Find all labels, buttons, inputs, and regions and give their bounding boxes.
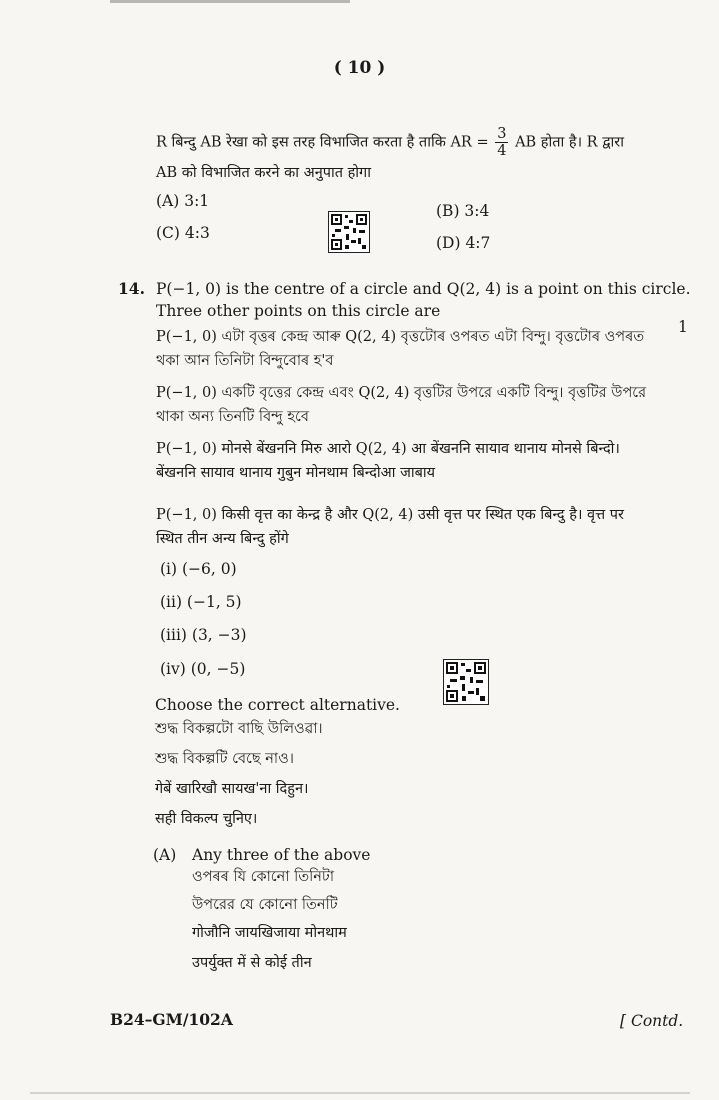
q14-bengali-line-1: P(−1, 0) একটি বৃত্তের কেন্দ্র এবং Q(2, 4) বৃত্তটির উপরে একটি বিন্দু। বৃত্তটির উপরে bbox=[156, 385, 647, 401]
option-a-hindi: उपर्युक्त में से कोई तीन bbox=[192, 955, 312, 971]
choose-assamese: শুদ্ধ বিকল্পটো বাছি উলিওৱা। bbox=[155, 721, 323, 737]
q14-number: 14. bbox=[118, 279, 145, 298]
q13-option-d: (D) 4:7 bbox=[436, 234, 491, 252]
q13-option-b: (B) 3:4 bbox=[436, 202, 490, 220]
q14-marks: 1 bbox=[678, 318, 688, 336]
option-a-bengali: উপরের যে কোনো তিনটি bbox=[192, 897, 338, 913]
q14-bodo-line-1: P(−1, 0) मोनसे बेंखननि मिरु आरो Q(2, 4) आ बेंखननि सायाव थानाय मोनसे बिन्दो। bbox=[156, 441, 620, 457]
qr-code-icon bbox=[443, 659, 489, 705]
point-iii: (iii) (3, −3) bbox=[160, 626, 247, 644]
top-edge-line bbox=[110, 0, 350, 3]
q14-assamese-line-1: P(−1, 0) এটা বৃত্তৰ কেন্দ্ৰ আৰু Q(2, 4) বৃত্তটোৰ ওপৰত এটা বিন্দু। বৃত্তটোৰ ওপৰত bbox=[156, 329, 645, 345]
fraction-three-quarters bbox=[495, 126, 508, 159]
q14-english-line-2: Three other points on this circle are bbox=[156, 302, 441, 320]
q14-english-line-1: P(−1, 0) is the centre of a circle and Q(2, 4) is a point on this circle. bbox=[156, 280, 691, 298]
q13-line-1-part-b: AB होता है। R द्वारा bbox=[515, 134, 624, 151]
option-a-english: Any three of the above bbox=[192, 846, 371, 864]
fraction-numerator: 3 bbox=[497, 126, 507, 142]
continued-note: [ Contd. bbox=[620, 1012, 684, 1030]
q14-bengali-line-2: থাকা অন্য তিনটি বিন্দু হবে bbox=[156, 409, 309, 425]
point-i: (i) (−6, 0) bbox=[160, 560, 237, 578]
choose-bodo: गेबें खारिखौ सायख'ना दिहुन। bbox=[155, 781, 309, 797]
point-iv: (iv) (0, −5) bbox=[160, 660, 246, 678]
point-ii: (ii) (−1, 5) bbox=[160, 593, 242, 611]
choose-bengali: শুদ্ধ বিকল্পটি বেছে নাও। bbox=[155, 751, 294, 767]
bottom-edge-line bbox=[30, 1092, 690, 1094]
q14-bodo-line-2: बेंखननि सायाव थानाय गुबुन मोनथाम बिन्दोआ जाबाय bbox=[156, 465, 436, 481]
q14-hindi-line-2: स्थित तीन अन्य बिन्दु होंगे bbox=[156, 531, 289, 547]
qr-code-icon bbox=[328, 211, 370, 253]
q13-line-1-part-a: R बिन्दु AB रेखा को इस तरह विभाजित करता है ताकि AR = bbox=[156, 134, 489, 151]
option-a-label: (A) bbox=[153, 846, 177, 864]
q14-assamese-line-2: থকা আন তিনিটা বিন্দুবোৰ হ'ব bbox=[156, 353, 334, 369]
q13-line-2: AB को विभाजित करने का अनुपात होगा bbox=[156, 165, 371, 181]
q14-hindi-line-1: P(−1, 0) किसी वृत्त का केन्द्र है और Q(2, 4) उसी वृत्त पर स्थित एक बिन्दु है। वृत्त पर bbox=[156, 507, 624, 523]
page-number: ( 10 ) bbox=[333, 58, 386, 78]
choose-english: Choose the correct alternative. bbox=[155, 696, 400, 714]
fraction-denominator: 4 bbox=[497, 143, 507, 159]
option-a-assamese: ওপৰৰ যি কোনো তিনিটা bbox=[192, 869, 335, 885]
q13-line-1 bbox=[156, 126, 624, 159]
q13-option-c: (C) 4:3 bbox=[156, 224, 210, 242]
q13-option-a: (A) 3:1 bbox=[156, 192, 210, 210]
paper-code: B24–GM/102A bbox=[110, 1010, 233, 1029]
choose-hindi: सही विकल्प चुनिए। bbox=[155, 811, 258, 827]
option-a-bodo: गोजौनि जायखिजाया मोनथाम bbox=[192, 925, 347, 941]
